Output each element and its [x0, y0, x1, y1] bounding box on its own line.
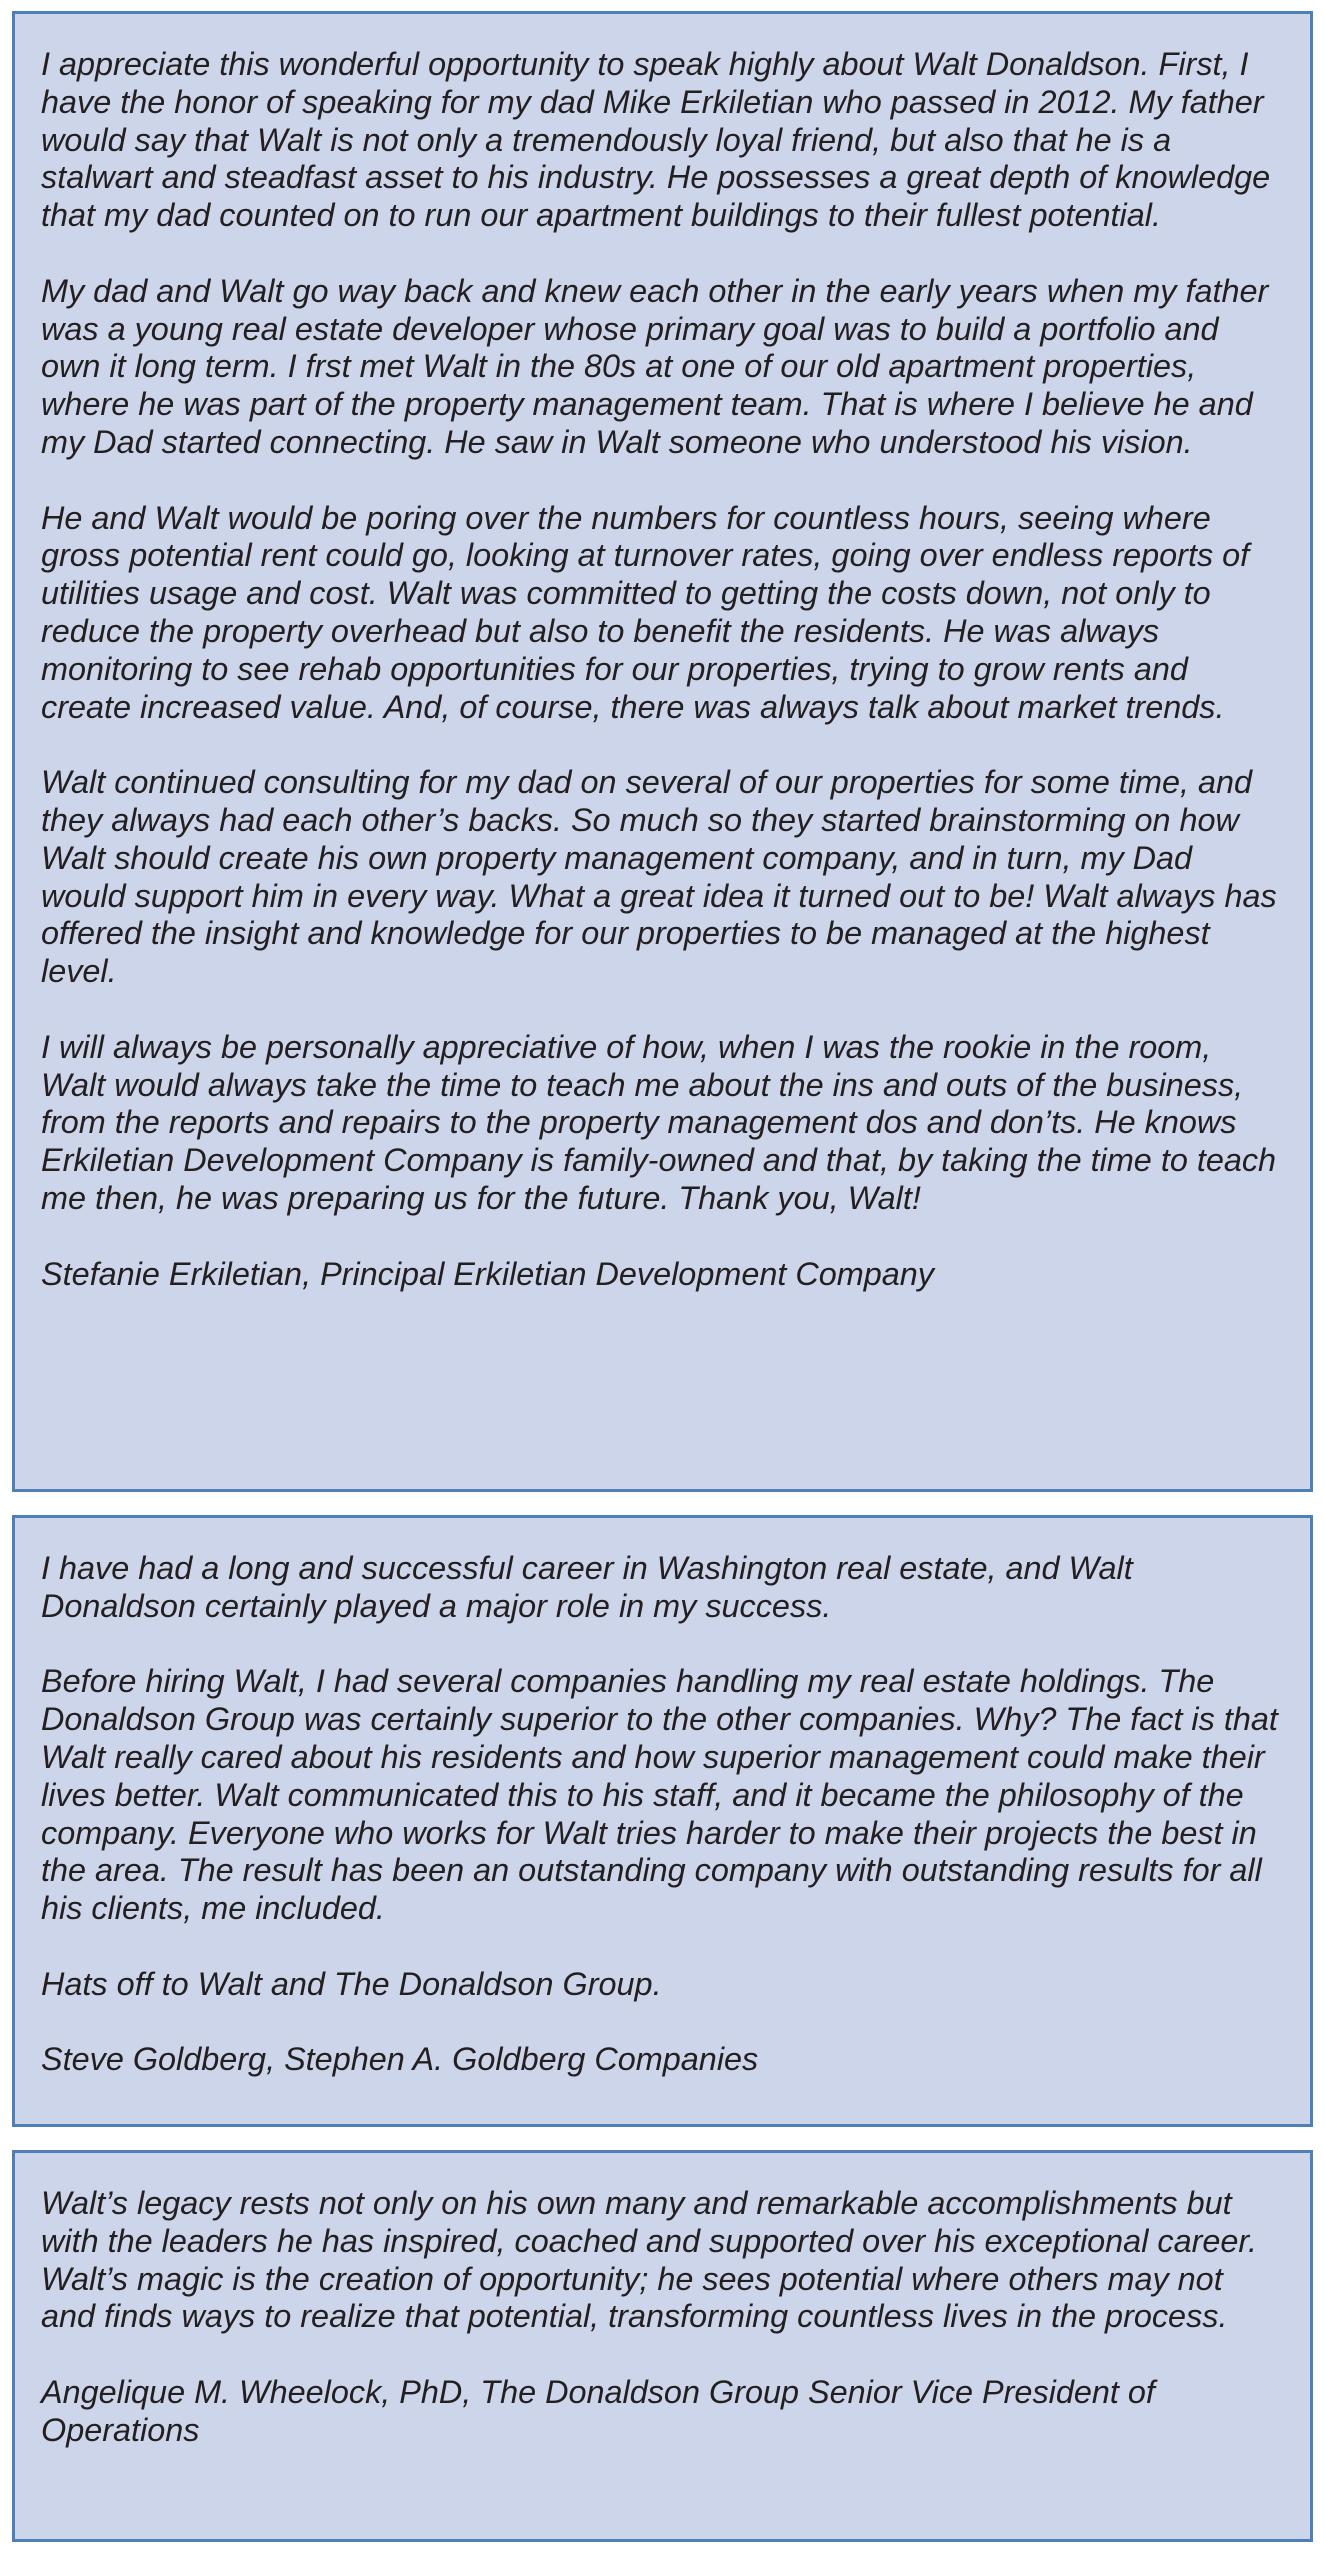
- testimonial-paragraph: I appreciate this wonderful opportunity to speak highly about Walt Donaldson. First, I have the honor of speaking for my dad Mike Erkiletian who passed in 2012. My father would say that Walt is not only a tremendously loyal friend, but also that he is a stalwart and steadfast asset to his industry. He possesses a great depth of knowledge that my dad counted on to run our apartment buildings to their fullest potential.: [41, 46, 1271, 234]
- testimonial-paragraph: He and Walt would be poring over the numbers for countless hours, seeing where gross potential rent could go, looking at turnover rates, going over endless reports of utilities usage and cost. Walt was committed to getting the costs down, not only to reduce the property overhead but also to benefit the residents. He was always monitoring to see rehab opportunities for our properties, trying to grow rents and create increased value. And, of course, there was always talk about market trends.: [41, 499, 1250, 725]
- testimonial-paragraph: Walt’s legacy rests not only on his own many and remarkable accomplishments but with the leaders he has inspired, coached and supported over his exceptional career. Walt’s magic is the creation of opportunity; he sees potential where others may not and finds ways to realize that potential, transforming countless lives in the process.: [41, 2185, 1257, 2335]
- testimonial-box-erkiletian: [12, 11, 1313, 1492]
- testimonial-paragraph: Hats off to Walt and The Donaldson Group.: [41, 1965, 662, 2002]
- testimonial-paragraph: Before hiring Walt, I had several companies handling my real estate holdings. The Donaldson Group was certainly superior to the other companies. Why? The fact is that Walt really cared about his residents and how superior management could make their lives better. Walt communicated this to his staff, and it became the philosophy of the company. Everyone who works for Walt tries harder to make their projects the best in the area. The result has been an outstanding company with outstanding results for all his clients, me included.: [41, 1663, 1278, 1927]
- testimonial-paragraph: Walt continued consulting for my dad on several of our properties for some time, and they always had each other’s backs. So much so they started brainstorming on how Walt should create his own property management company, and in turn, my Dad would support him in every way. What a great idea it turned out to be! Walt always has offered the insight and knowledge for our properties to be managed at the highest level.: [41, 764, 1277, 990]
- testimonial-signature: Stefanie Erkiletian, Principal Erkiletian Development Company: [41, 1255, 934, 1292]
- testimonial-signature: Steve Goldberg, Stephen A. Goldberg Companies: [41, 2041, 759, 2078]
- testimonial-box-goldberg: [12, 1515, 1313, 2127]
- testimonial-paragraph: I have had a long and successful career in Washington real estate, and Walt Donaldson certainly played a major role in my success.: [41, 1550, 1133, 1624]
- testimonial-paragraph: I will always be personally appreciative of how, when I was the rookie in the room, Walt would always take the time to teach me about the ins and outs of the business, from the reports and repairs to the property management dos and don’ts. He knows Erkiletian Development Company is family-owned and that, by taking the time to teach me then, he was preparing us for the future. Thank you, Walt!: [41, 1028, 1277, 1216]
- testimonial-signature: Angelique M. Wheelock, PhD, The Donaldson Group Senior Vice President of Operations: [41, 2373, 1155, 2448]
- testimonial-paragraph: My dad and Walt go way back and knew each other in the early years when my father was a young real estate developer whose primary goal was to build a portfolio and own it long term. I frst met Walt in the 80s at one of our old apartment properties, where he was part of the property management team. That is where I believe he and my Dad started connecting. He saw in Walt someone who understood his vision.: [41, 272, 1269, 460]
- testimonial-box-wheelock: [12, 2150, 1313, 2542]
